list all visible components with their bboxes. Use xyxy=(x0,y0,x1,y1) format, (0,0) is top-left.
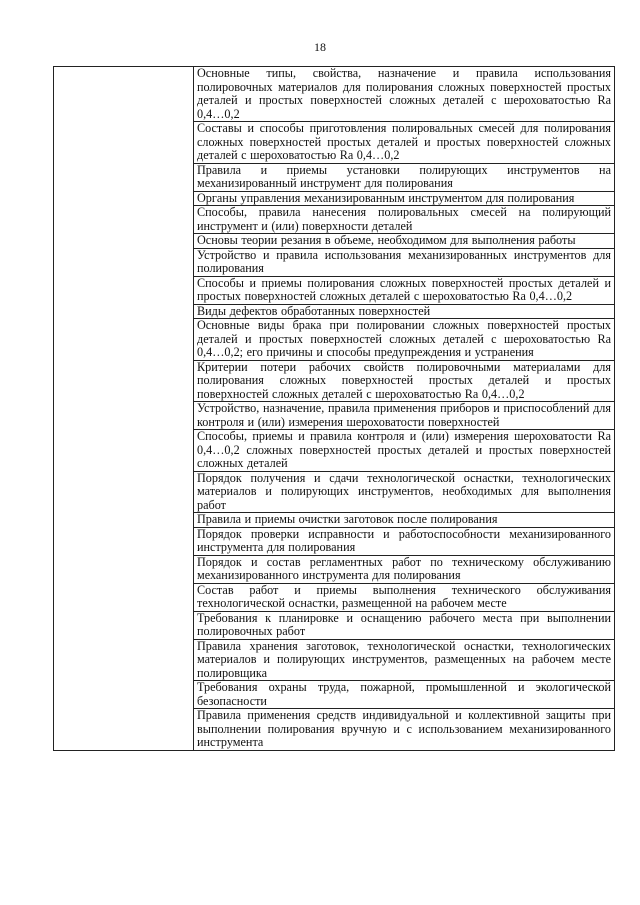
table-cell xyxy=(194,234,615,249)
table-cell xyxy=(194,513,615,528)
row-text: Основы теории резания в объеме, необходимом для выполнения работы xyxy=(197,233,576,247)
table-cell xyxy=(194,122,615,164)
page-number: 18 xyxy=(314,40,326,54)
table-cell xyxy=(194,206,615,234)
table-cell xyxy=(194,639,615,681)
row-text: Способы, приемы и правила контроля и (или) измерения шероховатости Ra 0,4…0,2 сложных поверхностей простых деталей и простых поверхностей сложных деталей xyxy=(197,429,611,470)
row-text: Правила хранения заготовок, технологической оснастки, технологических материалов и полирующих инструментов, размещенных на рабочем месте полировщика xyxy=(197,638,611,680)
row-text: Составы и способы приготовления полировальных смесей для полирования сложных поверхностей простых деталей и простых поверхностей сложных деталей с шероховатостью Ra 0,4…0,2 xyxy=(197,121,611,162)
table-cell xyxy=(194,430,615,472)
table-cell xyxy=(194,276,615,304)
table-cell xyxy=(194,681,615,709)
table-cell xyxy=(194,709,615,751)
table-cell xyxy=(194,191,615,206)
row-text: Правила и приемы очистки заготовок после полирования xyxy=(197,512,498,526)
knowledge-table-body xyxy=(54,67,615,751)
row-text: Порядок получения и сдачи технологической оснастки, технологических материалов и полирующих инструментов, необходимых для выполнения работ xyxy=(197,470,611,512)
row-text: Требования к планировке и оснащению рабочего места при выполнении полировочных работ xyxy=(197,610,611,638)
row-text: Устройство и правила использования механизированных инструментов для полирования xyxy=(197,247,611,275)
row-text: Требования охраны труда, пожарной, промышленной и экологической безопасности xyxy=(197,680,611,708)
table-row xyxy=(54,67,615,122)
row-text: Виды дефектов обработанных поверхностей xyxy=(197,303,431,318)
table-cell xyxy=(194,611,615,639)
row-text: Правила применения средств индивидуальной и коллективной защиты при выполнении полирования вручную и с использованием механизированного инструмента xyxy=(197,708,611,749)
row-text: Основные типы, свойства, назначение и правила использования полировочных материалов для полирования сложных поверхностей простых деталей и простых поверхностей сложных деталей с шероховатостью Ra 0,4…0,2 xyxy=(197,66,611,121)
row-text: Способы и приемы полирования сложных поверхностей простых деталей и простых поверхностей сложных деталей с шероховатостью Ra 0,4…0,2 xyxy=(197,275,611,303)
table-cell xyxy=(194,360,615,402)
table-cell xyxy=(194,527,615,555)
table-cell xyxy=(194,402,615,430)
table-cell xyxy=(194,248,615,276)
table-cell xyxy=(194,583,615,611)
row-text: Порядок и состав регламентных работ по техническому обслуживанию механизированного инструмента для полирования xyxy=(197,554,611,582)
row-text: Критерии потери рабочих свойств полировочными материалами для полирования сложных поверхностей простых деталей и простых поверхностей сложных деталей с шероховатостью Ra 0,4…0,2 xyxy=(197,359,611,401)
table-cell xyxy=(194,163,615,191)
table-cell xyxy=(194,67,615,122)
row-text: Состав работ и приемы выполнения технического обслуживания технологической оснастки, размещенной на рабочем месте xyxy=(197,582,611,610)
row-text: Основные виды брака при полировании сложных поверхностей простых деталей и простых поверхностей сложных деталей с шероховатостью Ra 0,4…0,2; его причины и способы предупреждения и устранения xyxy=(197,318,611,359)
row-text: Порядок проверки исправности и работоспособности механизированного инструмента для полирования xyxy=(197,526,611,554)
row-text: Правила и приемы установки полирующих инструментов на механизированный инструмент для полирования xyxy=(197,162,611,190)
knowledge-table xyxy=(53,66,615,751)
row-text: Способы, правила нанесения полировальных смесей на полирующий инструмент и (или) поверхности деталей xyxy=(197,205,611,233)
table-cell xyxy=(194,471,615,513)
row-text: Органы управления механизированным инструментом для полирования xyxy=(197,190,575,205)
table-cell xyxy=(194,555,615,583)
table-cell xyxy=(194,319,615,361)
row-text: Устройство, назначение, правила применения приборов и приспособлений для контроля и (или) измерения шероховатости поверхностей xyxy=(197,401,611,429)
table-cell xyxy=(194,304,615,319)
category-cell xyxy=(54,67,194,751)
